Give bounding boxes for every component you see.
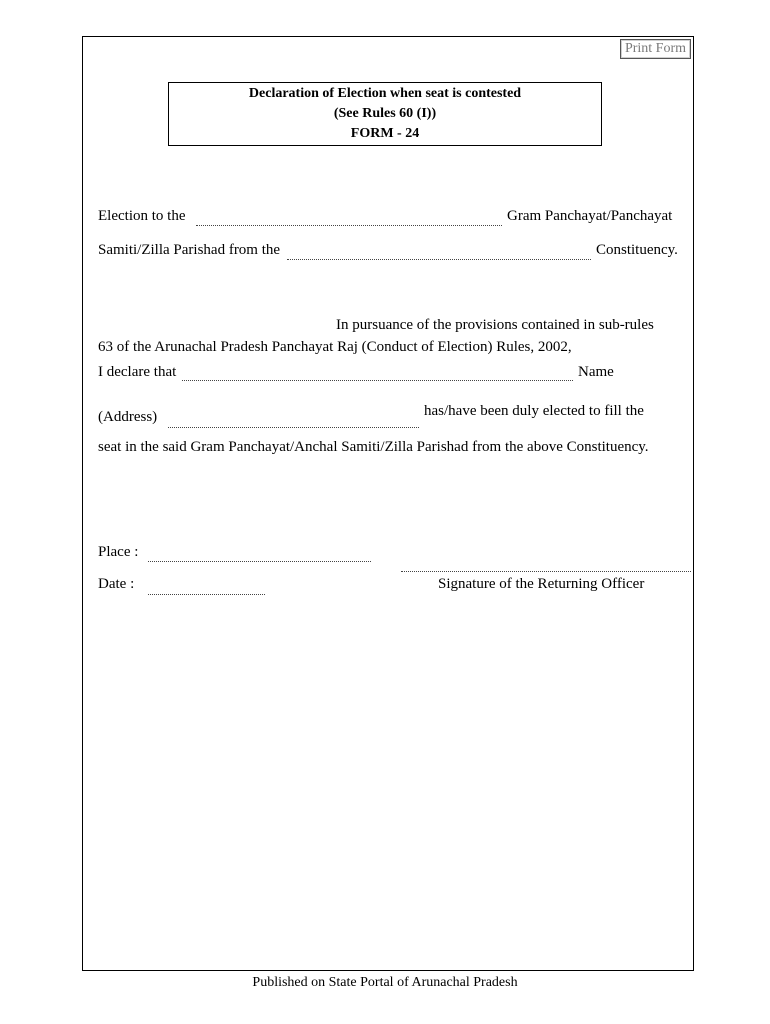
pursuance-text: In pursuance of the provisions contained in sub-rules: [336, 317, 654, 333]
seat-text: seat in the said Gram Panchayat/Anchal Samiti/Zilla Parishad from the above Constituency.: [98, 439, 649, 455]
footer-text: Published on State Portal of Arunachal Pradesh: [252, 975, 518, 990]
date-label: Date :: [98, 576, 135, 592]
page-frame: [82, 36, 694, 971]
place-label: Place :: [98, 544, 139, 560]
form-number: FORM - 24: [350, 126, 420, 141]
form-title-box: [168, 82, 602, 146]
date-field[interactable]: [148, 581, 265, 595]
address-field[interactable]: [168, 414, 419, 428]
place-field[interactable]: [148, 548, 371, 562]
candidate-name-field[interactable]: [182, 367, 573, 381]
address-label: (Address): [98, 409, 158, 425]
rules-text: 63 of the Arunachal Pradesh Panchayat Raj (Conduct of Election) Rules, 2002,: [98, 339, 572, 355]
gram-panchayat-label: Gram Panchayat/Panchayat: [507, 208, 673, 224]
form-title: Declaration of Election when seat is contested: [248, 86, 522, 101]
declare-label: I declare that: [98, 364, 177, 380]
election-to-label: Election to the: [98, 208, 186, 224]
election-body-field[interactable]: [196, 212, 502, 226]
print-form-button[interactable]: Print Form: [620, 39, 691, 59]
samiti-label: Samiti/Zilla Parishad from the: [98, 242, 281, 258]
form-rules: (See Rules 60 (I)): [333, 106, 437, 121]
constituency-field[interactable]: [287, 246, 591, 260]
signature-line: [401, 571, 691, 572]
elected-text: has/have been duly elected to fill the: [424, 403, 644, 419]
constituency-label: Constituency.: [596, 242, 678, 258]
signature-label: Signature of the Returning Officer: [438, 576, 645, 592]
name-label: Name: [578, 364, 614, 380]
